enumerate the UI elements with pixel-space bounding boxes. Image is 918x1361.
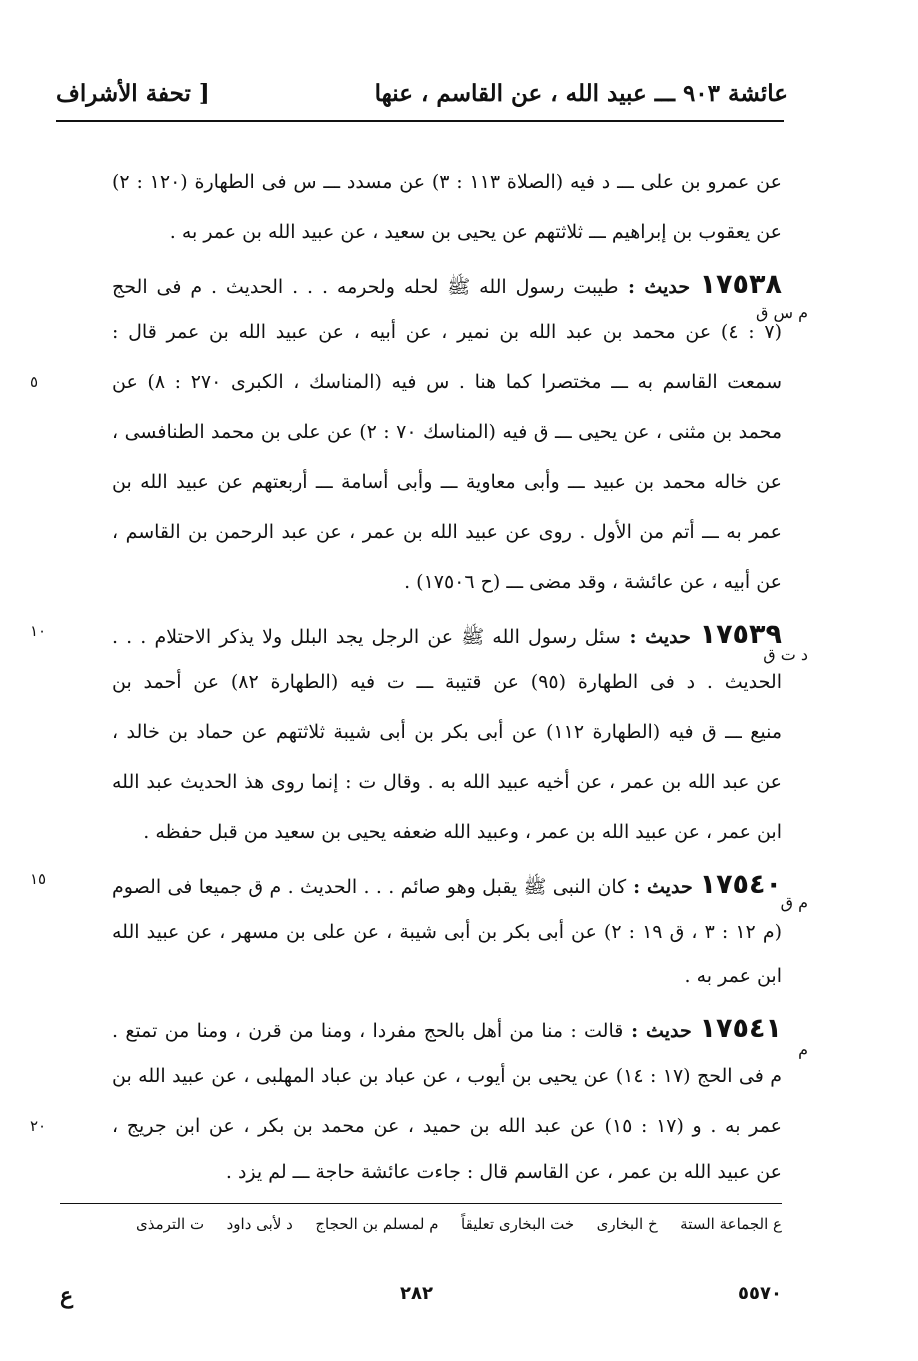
side-label-17539: د ت ق: [763, 645, 808, 664]
hadith-text: سئل رسول الله ﷺ عن الرجل يجد البلل ولا يذكر الاحتلام . . .: [112, 626, 621, 648]
abbreviations-legend: [136, 1215, 782, 1233]
text-line: ابن عمر ، عن عبيد الله بن عمر ، وعبيد الله ضعفه يحيى بن سعيد من قبل حفظه .: [143, 821, 782, 843]
footer-serial-number: ٥٥٧٠: [738, 1283, 782, 1304]
text-line: [112, 268, 782, 304]
side-label-17538: م س ق: [755, 303, 808, 322]
text-line: سمعت القاسم به ـــ مختصرا كما هنا . س فيه (المناسك ، الكبرى ٢٧٠ : ٨) عن: [112, 371, 782, 393]
hadith-keyword: حديث :: [618, 276, 700, 298]
side-label-17541: م: [798, 1040, 808, 1059]
abbrev-item: خت البخارى تعليقاً: [461, 1215, 575, 1233]
text-line: عن عمرو بن على ـــ د فيه (الصلاة ١١٣ : ٣) عن مسدد ـــ س فى الطهارة (١٢٠ : ٢): [112, 171, 782, 193]
hadith-keyword: حديث :: [620, 626, 700, 648]
footer-signature: ع: [60, 1283, 74, 1309]
text-line: [112, 618, 782, 654]
abbrev-item: م لمسلم بن الحجاج: [315, 1215, 439, 1233]
hadith-keyword: حديث :: [626, 876, 700, 898]
side-label-17540: م ق: [780, 893, 808, 912]
hadith-number: ١٧٥٤٠: [699, 869, 782, 900]
line-number-15: ١٥: [30, 870, 47, 888]
abbrev-item: خ البخارى: [596, 1215, 658, 1233]
text-line: عن خاله محمد بن عبيد ـــ وأبى معاوية ـــ وأبى أسامة ـــ أربعتهم عن عبيد الله بن: [112, 471, 782, 493]
abbrev-item: ت الترمذى: [136, 1215, 205, 1233]
text-line: منيع ـــ ق فيه (الطهارة ١١٢) عن أبى بكر بن أبى شيبة ثلاثتهم عن حماد بن خالد ،: [112, 721, 782, 743]
text-line: [112, 1012, 782, 1048]
abbrev-item: ع الجماعة الستة: [680, 1215, 782, 1233]
text-line: عمر به ـــ أتم من الأول . روى عن عبيد الله بن عمر ، عن عبد الرحمن بن القاسم ،: [112, 521, 782, 543]
hadith-keyword: حديث :: [623, 1020, 700, 1042]
line-number-10: ١٠: [30, 622, 47, 640]
hadith-number: ١٧٥٤١: [699, 1013, 782, 1044]
header-rule: [56, 120, 784, 122]
hadith-text: كان النبى ﷺ يقبل وهو صائم . . . الحديث . م ق جميعا فى الصوم: [112, 876, 627, 898]
text-line: م فى الحج (١٧ : ١٤) عن يحيى بن أيوب ، عن عباد بن عباد المهلبى ، عن عبيد الله بن: [112, 1065, 782, 1087]
header-chapter-title: عائشة ٩٠٣ ـــ عبيد الله ، عن القاسم ، عنها: [374, 80, 788, 107]
hadith-number: ١٧٥٣٨: [699, 269, 782, 300]
text-line: ابن عمر به .: [684, 965, 782, 987]
text-line: عن عبد الله بن عمر ، عن أخيه عبيد الله به . وقال ت : إنما روى هذ الحديث عبد الله: [112, 771, 782, 793]
hadith-text: طيبت رسول الله ﷺ لحله ولحرمه . . . الحديث . م فى الحج: [112, 276, 619, 298]
text-line: [112, 868, 782, 904]
text-line: محمد بن مثنى ، عن يحيى ـــ ق فيه (المناسك ٧٠ : ٢) عن على بن محمد الطنافسى ،: [112, 421, 782, 443]
text-line: عمر به . و (١٧ : ١٥) عن عبد الله بن حميد ، عن محمد بن بكر ، عن ابن جريج ،: [112, 1115, 782, 1137]
hadith-number: ١٧٥٣٩: [699, 619, 782, 650]
page-number: ٢٨٢: [400, 1283, 433, 1304]
text-line: عن يعقوب بن إبراهيم ـــ ثلاثتهم عن يحيى بن سعيد ، عن عبيد الله بن عمر به .: [169, 221, 782, 243]
abbrev-item: د لأبى داود: [226, 1215, 293, 1233]
line-number-5: ٥: [30, 373, 39, 391]
text-line: (م ١٢ : ٣ ، ق ١٩ : ٢) عن أبى بكر بن أبى شيبة ، عن على بن مسهر ، عن عبيد الله: [112, 921, 782, 943]
text-line: عن عبيد الله بن عمر ، عن القاسم قال : جاءت عائشة حاجة ـــ لم يزد .: [225, 1161, 782, 1183]
text-line: الحديث . د فى الطهارة (٩٥) عن قتيبة ـــ ت فيه (الطهارة ٨٢) عن أحمد بن: [112, 671, 782, 693]
page-header: [56, 80, 788, 116]
text-line: عن أبيه ، عن عائشة ، وقد مضى ـــ (ح ١٧٥٠٦) .: [404, 571, 782, 593]
line-number-20: ٢٠: [30, 1117, 47, 1135]
hadith-text: قالت : منا من أهل بالحج مفردا ، ومنا من قرن ، ومنا من تمتع .: [112, 1020, 624, 1042]
text-line: (٧ : ٤) عن محمد بن عبد الله بن نمير ، عن أبيه ، عن عبيد الله بن عمر قال :: [112, 321, 782, 343]
header-book-title: [ تحفة الأشراف: [56, 80, 210, 107]
footnote-rule: [60, 1203, 782, 1204]
